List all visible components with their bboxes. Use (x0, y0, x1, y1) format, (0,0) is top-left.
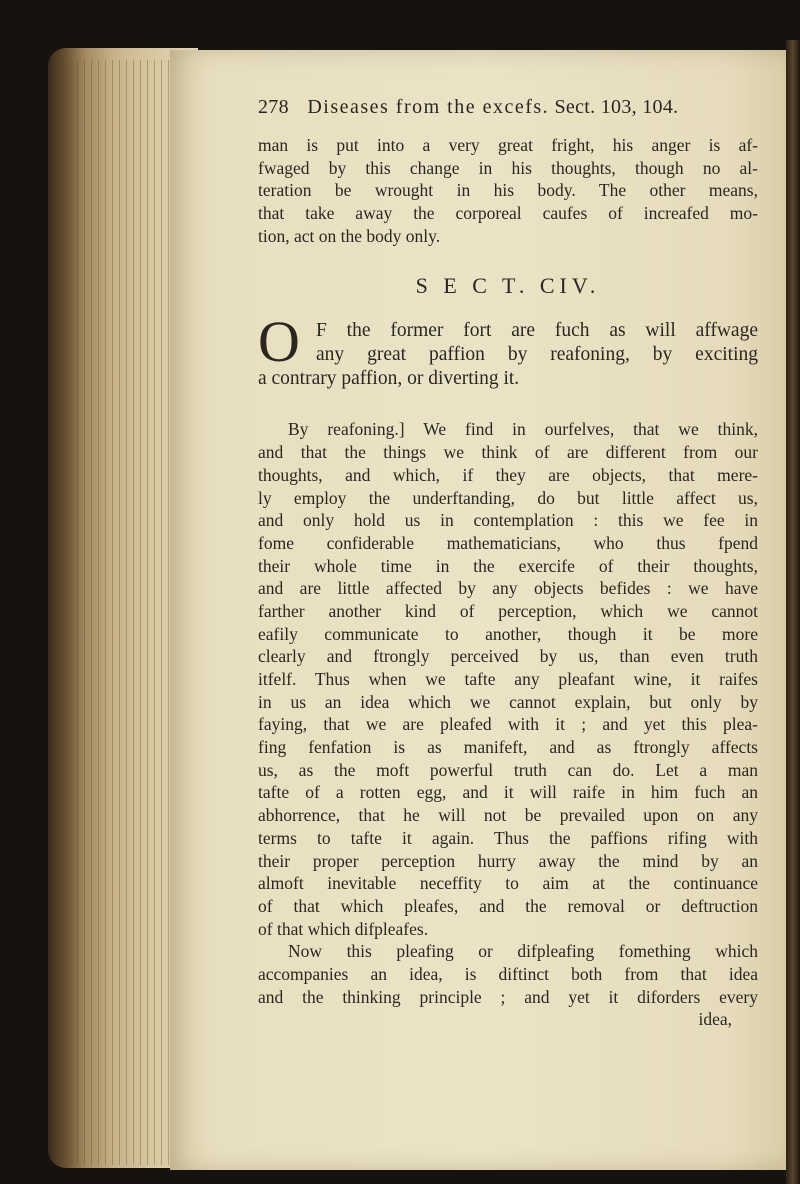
text-line: Now this pleafing or difpleafing fomething which (288, 941, 758, 962)
text-line: farther another kind of perception, which we cannot (258, 600, 758, 621)
text-line: itfelf. Thus when we tafte any pleafant wine, it raifes (258, 669, 758, 689)
page-text (258, 96, 758, 1031)
text-line: their whole time in the exercife of their thoughts, (258, 555, 758, 576)
text-line: tafte of a rotten egg, and it will raife in him fuch an (258, 782, 758, 803)
section-title: S E C T. CIV. (415, 273, 601, 299)
commentary-paragraph (258, 418, 758, 1031)
text-line: in us an idea which we cannot explain, but only by (258, 691, 758, 712)
text-line: tion, act on the body only. (258, 225, 441, 246)
text-line: us, as the moft powerful truth can do. Let a man (258, 759, 758, 780)
text-line: fwaged by this change in his thoughts, though no al- (258, 157, 758, 178)
page-number: 278 (258, 96, 289, 118)
text-line: F the former fort are fuch as will affwage (316, 320, 758, 342)
text-line: any great paffion by reafoning, by exciting (316, 344, 758, 366)
text-line: a contrary paffion, or diverting it. (258, 368, 520, 390)
text-line: of that which pleafes, and the removal or deftruction (258, 895, 758, 916)
text-line: almoft inevitable neceffity to aim at the continuance (258, 873, 758, 894)
section-reference: Sect. 103, 104. (554, 96, 679, 118)
text-line: teration be wrought in his body. The other means, (258, 180, 758, 201)
text-line: abhorrence, that he will not be prevailed upon on any (258, 805, 758, 826)
book-edge (786, 40, 800, 1184)
text-line: and the thinking principle ; and yet it diforders every (258, 986, 758, 1007)
text-line: of that which difpleafes. (258, 918, 429, 939)
text-line: and that the things we think of are different from our (258, 442, 758, 463)
text-line: clearly and ftrongly perceived by us, than even truth (258, 646, 758, 667)
text-line: thoughts, and which, if they are objects, that mere- (258, 464, 758, 485)
text-line: faying, that we are pleafed with it ; and yet this plea- (258, 714, 758, 735)
text-line: ly employ the underftanding, do but little affect us, (258, 487, 758, 508)
text-line: fing fenfation is as manifeft, and as ftrongly affects (258, 737, 758, 758)
text-line: terms to tafte it again. Thus the paffions rifing with (258, 827, 758, 848)
text-line: and only hold us in contemplation : this we fee in (258, 510, 758, 531)
text-line: and are little affected by any objects befides : we have (258, 578, 758, 599)
text-line: their proper perception hurry away the mind by an (258, 850, 758, 871)
text-line: eafily communicate to another, though it be more (258, 623, 758, 644)
text-line: that take away the corporeal caufes of increafed mo- (258, 203, 758, 224)
drop-cap: O (258, 309, 300, 375)
catchword: idea, (698, 1009, 732, 1030)
text-line: fome confiderable mathematicians, who thus fpend (258, 532, 758, 553)
running-title: Diseases from the excefs. (307, 96, 550, 118)
page-leaves (56, 60, 186, 1165)
text-line: By reafoning.] We find in ourfelves, that we think, (288, 419, 758, 440)
running-header (258, 96, 758, 128)
opening-paragraph (258, 309, 758, 392)
carryover-paragraph (258, 134, 758, 247)
text-line: man is put into a very great fright, his anger is af- (258, 135, 758, 155)
text-line: accompanies an idea, is diftinct both from that idea (258, 963, 758, 984)
